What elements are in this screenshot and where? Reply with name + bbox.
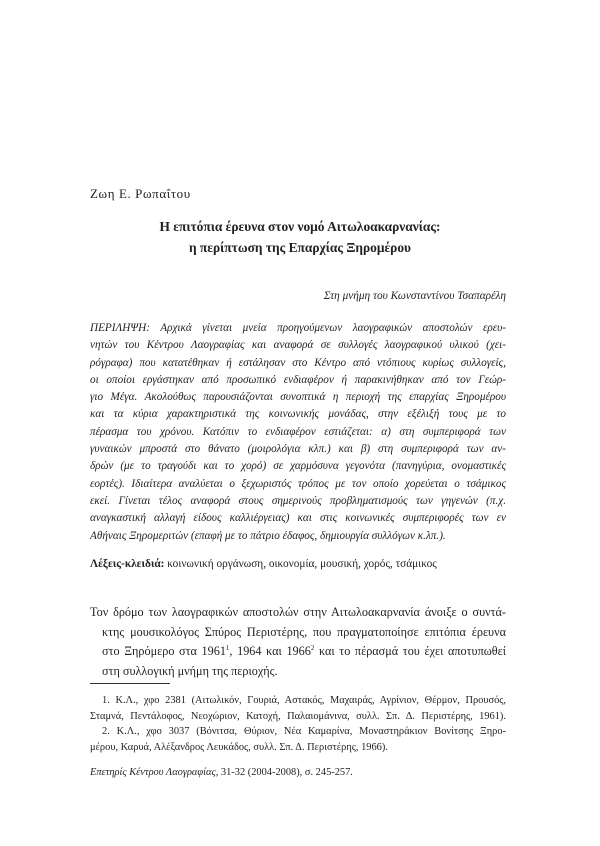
abstract-line: γυναικών μπροστά στο θάνατο (μοιρολόγια κλπ.) και β) στη συμπεριφορά των αν- (90, 443, 506, 456)
abstract-line: οι οποίοι εργάστηκαν από προσωπικό ενδιαφέρον ή παρακινήθηκαν από τον Γεώρ- (90, 373, 506, 386)
author-name: Ζωη Ε. Ρωπαΐτου (90, 186, 191, 201)
abstract-line: γιο Μέγα. Ακολούθως παρουσιάζονται συνοπτικά η περιοχή της επαρχίας Ξηρομέρου (90, 391, 506, 404)
footnote-ref-1[interactable]: 1 (225, 644, 230, 653)
abstract-line: ΠΕΡΙΛΗΨΗ: Αρχικά γίνεται μνεία προηγούμενων λαογραφικών αποστολών ερευ- (90, 322, 506, 334)
footnotes (90, 693, 506, 755)
keywords-label: Λέξεις-κλειδιά: (90, 558, 165, 570)
journal-details: , 31-32 (2004-2008), σ. 245-257. (215, 767, 353, 778)
body-line: Τον δρόμο των λαογραφικών αποστολών στην Αιτωλοακαρνανία άνοιξε ο συντά- (90, 605, 506, 619)
body-text-fragment: και το πέρασμά του έχει αποτυπωθεί (314, 644, 506, 659)
body-line: στη συλλογική μνήμη της περιοχής. (102, 663, 278, 678)
footnote-2-line: μέρου, Καρυά, Αλέξανδρος Λευκάδος, συλλ. Σπ. Δ. Περιστέρης, 1966). (90, 741, 388, 753)
abstract-line: Αθήναις Ξηρομεριτών (επαφή με το πάτριο έδαφος, δημιουργία συλλόγων κ.λπ.). (90, 529, 446, 542)
title-line-1: Η επιτόπια έρευνα στον νομό Αιτωλοακαρνανίας: (159, 219, 441, 234)
footnote-2-line: 2. Κ.Λ., χφο 3037 (Βόνιτσα, Θύριον, Νέα Καμαρίνα, Μοναστηράκιον Βονίτσης Ξηρο- (102, 726, 506, 738)
body-text-fragment: στο Ξηρόμερο στα 1961 (102, 644, 226, 659)
abstract-line: και τα κύρια χαρακτηριστικά της κοινωνικής μονάδας, στην εξέλιξή τους με το (90, 408, 506, 421)
abstract-line: ρόγραφα) που κατατέθηκαν ή εστάλησαν στο Κέντρο από ντόπιους κυρίως συλλογείς, (90, 356, 506, 369)
abstract-line: πέρασμα του χρόνου. Κατόπιν το ενδιαφέρον εστιάζεται: α) στη συμπεριφορά των (90, 425, 506, 438)
journal-citation (90, 767, 353, 778)
body-line (90, 642, 506, 662)
abstract-line: αναγκαστική αλλαγή είδους καλλιέργειας) και στις κοινωνικές συμπεριφορές των εν (90, 512, 506, 525)
article-title (90, 216, 510, 258)
abstract-line: νητών του Κέντρου Λαογραφίας και αναφορά σε συλλογές λαογραφικού υλικού (χει- (90, 339, 506, 352)
keywords-text: κοινωνική οργάνωση, οικονομία, μουσική, χορός, τσάμικος (167, 558, 437, 570)
footnote-ref-2[interactable]: 2 (310, 644, 315, 653)
abstract-line: εορτές). Ιδιαίτερα αναλύεται ο ξεχωριστός τρόπος με τον οποίο χορεύεται ο τσάμικος (90, 477, 506, 490)
footnote-1-line: Σταμνά, Πεντάλοφος, Νεοχώριον, Κατοχή, Παλαιομάνινα, συλλ. Σπ. Δ. Περιστέρης, 1961). (90, 710, 506, 722)
body-text-fragment: , 1964 και 1966 (229, 644, 311, 659)
abstract (90, 320, 506, 545)
title-line-2: η περίπτωση της Επαρχίας Ξηρομέρου (188, 240, 411, 255)
abstract-line: δρών (με το τραγούδι και το χορό) σε χαρμόσυνα γεγονότα (πανηγύρια, ονομαστικές (90, 460, 506, 473)
dedication: Στη μνήμη του Κωνσταντίνου Τσαπαρέλη (323, 290, 506, 302)
footnote-divider (90, 683, 170, 684)
body-line: κτης μουσικολόγος Σπύρος Περιστέρης, που πραγματοποίησε επιτόπια έρευνα (102, 624, 506, 639)
journal-name: Επετηρίς Κέντρου Λαογραφίας (90, 767, 216, 778)
footnote-1-line: 1. Κ.Λ., χφο 2381 (Αιτωλικόν, Γουριά, Αστακός, Μαχαιράς, Αγρίνιον, Θέρμον, Προυσός, (102, 695, 506, 706)
body-paragraph (90, 603, 506, 681)
keywords (90, 558, 506, 570)
abstract-line: εκεί. Γίνεται τέλος αναφορά στους σημερινούς προβληματισμούς των γηγενών (π.χ. (90, 494, 506, 507)
